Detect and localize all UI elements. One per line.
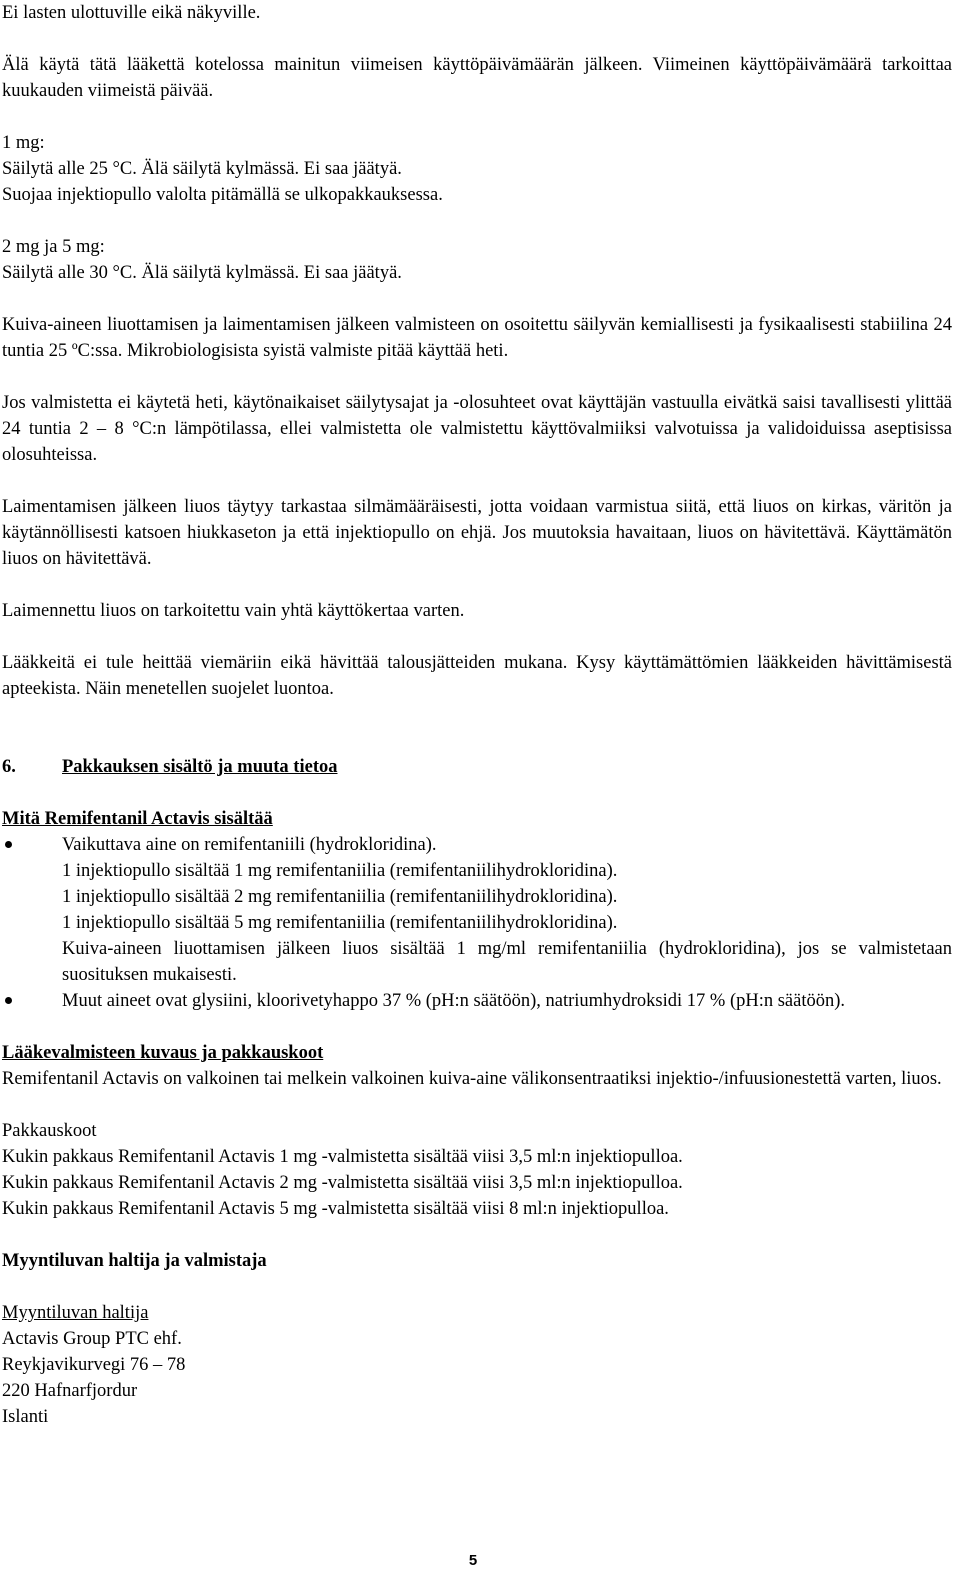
pack-sizes-heading: Pakkauskoot <box>2 1121 97 1141</box>
disposal-paragraph: Lääkkeitä ei tule heittää viemäriin eikä hävittää talousjätteiden mukana. Kysy käyttämättömien lääkkeiden hävittämisestä apteekista. Näin menetellen suojelet luontoa. <box>2 653 952 699</box>
section-title: Pakkauksen sisältö ja muuta tietoa <box>62 757 338 777</box>
storage-1mg-line2: Suojaa injektiopullo valolta pitämällä se ulkopakkauksessa. <box>2 185 443 205</box>
description-heading: Lääkevalmisteen kuvaus ja pakkauskoot <box>2 1043 324 1063</box>
description-text: Remifentanil Actavis on valkoinen tai melkein valkoinen kuiva-aine välikonsentraatiksi injektio-/infuusionestettä varten, liuos. <box>2 1069 942 1089</box>
section-number: 6. <box>2 757 16 777</box>
contents-heading: Mitä Remifentanil Actavis sisältää <box>2 809 273 829</box>
page-number: 5 <box>468 1552 478 1569</box>
storage-expiry: Älä käytä tätä lääkettä kotelossa mainitun viimeisen käyttöpäivämäärän jälkeen. Viimeinen käyttöpäivämäärä tarkoittaa kuukauden viimeistä päivää. <box>2 55 952 101</box>
holder-subheading: Myyntiluvan haltija <box>2 1303 149 1323</box>
inspection-paragraph: Laimentamisen jälkeen liuos täytyy tarkastaa silmämääräisesti, jotta voidaan varmistua siitä, että liuos on kirkas, väritön ja käytännöllisesti katsoen hiukkaseton ja että injektiopullo on ehjä. Jos muutoksia havaitaan, liuos on hävitettävä. Käyttämätön liuos on hävitettävä. <box>2 497 952 569</box>
vial-1mg-line: 1 injektiopullo sisältää 1 mg remifentaniilia (remifentaniilihydrokloridina). <box>62 861 618 881</box>
holder-address-line: Reykjavikurvegi 76 – 78 <box>2 1355 186 1375</box>
storage-1mg-line1: Säilytä alle 25 °C. Älä säilytä kylmässä. Ei saa jäätyä. <box>2 159 402 179</box>
bullet-icon <box>2 832 62 988</box>
storage-1mg-label: 1 mg: <box>2 133 45 153</box>
list-item <box>2 988 952 1014</box>
storage-2-5mg-line1: Säilytä alle 30 °C. Älä säilytä kylmässä. Ei saa jäätyä. <box>2 263 402 283</box>
holder-heading: Myyntiluvan haltija ja valmistaja <box>2 1251 267 1271</box>
pack-size-5mg: Kukin pakkaus Remifentanil Actavis 5 mg -valmistetta sisältää viisi 8 ml:n injektiopulloa. <box>2 1199 669 1219</box>
bullet-icon <box>2 988 62 1014</box>
storage-2-5mg-label: 2 mg ja 5 mg: <box>2 237 105 257</box>
section-6-heading <box>2 754 952 780</box>
holder-address-line: Actavis Group PTC ehf. <box>2 1329 182 1349</box>
reconstitution-line: Kuiva-aineen liuottamisen jälkeen liuos sisältää 1 mg/ml remifentaniilia (hydrokloridina), jos se valmistetaan suosituksen mukaisesti. <box>62 939 952 985</box>
list-item <box>2 832 952 988</box>
vial-5mg-line: 1 injektiopullo sisältää 5 mg remifentaniilia (remifentaniilihydrokloridina). <box>62 913 618 933</box>
pack-size-2mg: Kukin pakkaus Remifentanil Actavis 2 mg -valmistetta sisältää viisi 3,5 ml:n injektiopulloa. <box>2 1173 683 1193</box>
pack-size-1mg: Kukin pakkaus Remifentanil Actavis 1 mg -valmistetta sisältää viisi 3,5 ml:n injektiopulloa. <box>2 1147 683 1167</box>
excipients-line: Muut aineet ovat glysiini, kloorivetyhappo 37 % (pH:n säätöön), natriumhydroksidi 17 % (pH:n säätöön). <box>62 991 846 1011</box>
holder-address-line: Islanti <box>2 1407 49 1427</box>
active-substance-line: Vaikuttava aine on remifentaniili (hydrokloridina). <box>62 835 437 855</box>
single-use-paragraph: Laimennettu liuos on tarkoitettu vain yhtä käyttökertaa varten. <box>2 601 465 621</box>
storage-children: Ei lasten ulottuville eikä näkyville. <box>2 3 261 23</box>
stability-paragraph: Kuiva-aineen liuottamisen ja laimentamisen jälkeen valmisteen on osoitettu säilyvän kemiallisesti ja fysikaalisesti stabiilina 24 tuntia 25 ºC:ssa. Mikrobiologisista syistä valmiste pitää käyttää heti. <box>2 315 952 361</box>
holder-address-line: 220 Hafnarfjordur <box>2 1381 138 1401</box>
vial-2mg-line: 1 injektiopullo sisältää 2 mg remifentaniilia (remifentaniilihydrokloridina). <box>62 887 618 907</box>
in-use-paragraph: Jos valmistetta ei käytetä heti, käytönaikaiset säilytysajat ja -olosuhteet ovat käyttäjän vastuulla eivätkä saisi tavallisesti ylittää 24 tuntia 2 – 8 °C:n lämpötilassa, ellei valmistetta ole valmistettu käyttövalmiiksi valvotuissa ja validoiduissa aseptisissa olosuhteissa. <box>2 393 952 465</box>
